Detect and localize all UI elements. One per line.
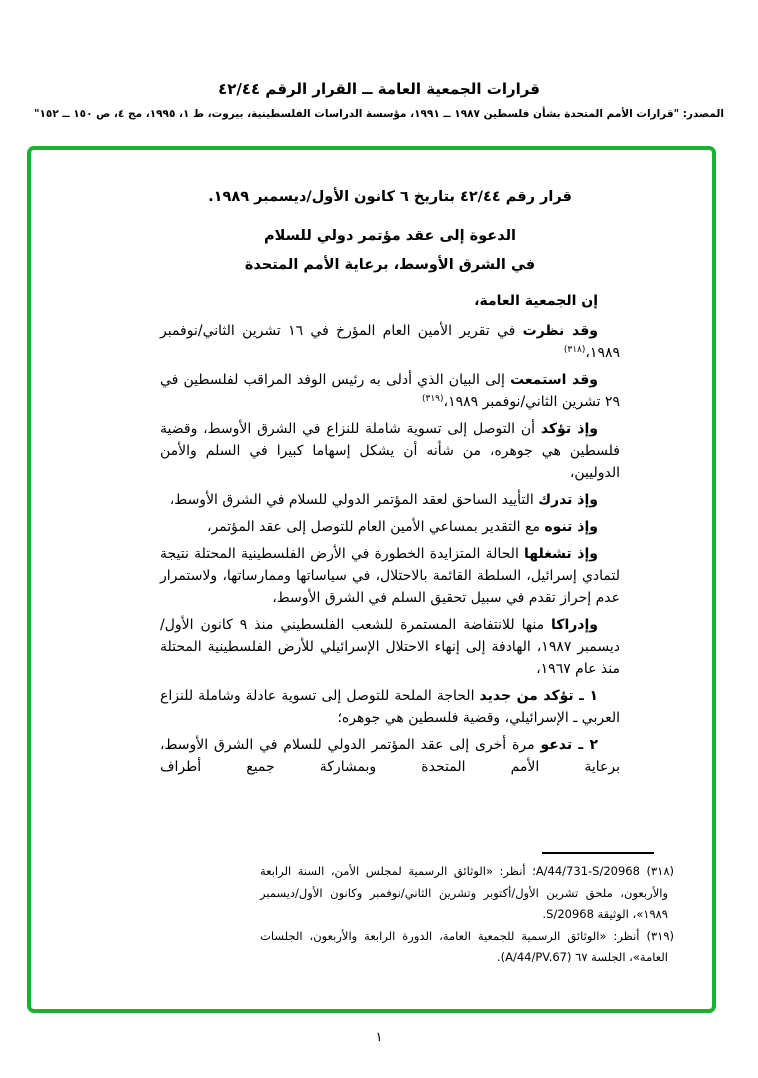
resolution-content	[160, 184, 620, 783]
paragraph-lead: وإذ تنوه	[544, 519, 598, 535]
footnote-marker: (٣١٩)	[646, 928, 674, 943]
footnote-marker: (٣١٨)	[646, 864, 674, 878]
resolution-subtitle	[160, 222, 620, 280]
page-header-title: قرارات الجمعية العامة ــ القرار الرقم ٤٢/٤٤	[218, 80, 540, 98]
paragraph-lead: وإدراكا	[551, 617, 598, 633]
footnotes-list	[260, 861, 674, 969]
paragraph-lead: تؤكد من جديد	[479, 688, 574, 704]
footnote-reference: (٣١٩)	[421, 394, 444, 404]
resolution-opening: إن الجمعية العامة،	[474, 293, 598, 309]
page-number: ١	[375, 1030, 383, 1045]
paragraph-lead: وإذ تدرك	[538, 492, 598, 508]
footnotes-section	[260, 852, 674, 969]
resolution-paragraph: وقد نظرت في تقرير الأمين العام المؤرخ في ١٦ تشرين الثاني/نوفمبر ١٩٨٩،$^{(٣١٨)}$	[160, 323, 620, 361]
paragraph-number: ٢ ـ	[572, 737, 598, 753]
footnote: (٣١٨) A/44/731-S/20968؛ أنظر: «الوثائق الرسمية لمجلس الأمن، السنة الرابعة والأربعون، ملحق تشرين الأول/أكتوبر وتشرين الثاني/نوفمبر وكانون الأول/ديسمبر ١٩٨٩»، الوثيقة S/20968.	[260, 864, 674, 921]
resolution-subtitle-line-2: في الشرق الأوسط، برعاية الأمم المتحدة	[244, 257, 536, 273]
footnote-reference: (٣١٨)	[563, 345, 586, 355]
resolution-paragraph: ١ ـ تؤكد من جديد الحاجة الملحة للتوصل إلى تسوية عادلة وشاملة للنزاع العربي ـ الإسرائيلي، وقضية فلسطين هي جوهره؛	[160, 688, 620, 726]
paragraph-lead: وقد نظرت	[522, 323, 598, 339]
resolution-paragraph: وإذ تنوه مع التقدير بمساعي الأمين العام للتوصل إلى عقد المؤتمر،	[206, 519, 598, 535]
resolution-paragraph: وقد استمعت إلى البيان الذي أدلى به رئيس الوفد المراقب لفلسطين في ٢٩ تشرين الثاني/نوفمبر ١٩٨٩،$^{(٣١٩)}$	[160, 372, 620, 410]
paragraph-lead: تدعو	[540, 737, 573, 753]
resolution-body	[160, 320, 620, 778]
resolution-box	[27, 146, 716, 1013]
footnote: (٣١٩) أنظر: «الوثائق الرسمية للجمعية العامة، الدورة الرابعة والأربعون، الجلسات العامة»، الجلسة ٦٧ (A/44/PV.67).	[260, 928, 674, 964]
resolution-paragraph: وإذ تشغلها الحالة المتزايدة الخطورة في الأرض الفلسطينية المحتلة نتيجة لتمادي إسرائيل، السلطة القائمة بالاحتلال، في سياساتها وممارساتها، ولاستمرار عدم إحراز تقدم في سبيل تحقيق السلم في الشرق الأوسط،	[160, 546, 620, 606]
paragraph-lead: وإذ تؤكد	[540, 421, 598, 437]
paragraph-lead: وقد استمعت	[510, 372, 598, 388]
source-citation-line: المصدر: "قرارات الأمم المتحدة بشأن فلسطين ١٩٨٧ ــ ١٩٩١، مؤسسة الدراسات الفلسطينية، بيروت، ط ١، ١٩٩٥، مج ٤، ص ١٥٠ ــ ١٥٢"	[34, 108, 724, 120]
resolution-title: قرار رقم ٤٢/٤٤ بتاريخ ٦ كانون الأول/ديسمبر ١٩٨٩.	[208, 189, 572, 205]
resolution-paragraph: وإذ تدرك التأييد الساحق لعقد المؤتمر الدولي للسلام في الشرق الأوسط،	[169, 492, 598, 508]
resolution-paragraph: وإذ تؤكد أن التوصل إلى تسوية شاملة للنزاع في الشرق الأوسط، وقضية فلسطين هي جوهره، من شأنه أن يشكل إسهاما كبيرا في السلم والأمن الدوليين،	[160, 421, 620, 481]
paragraph-lead: وإذ تشغلها	[524, 546, 598, 562]
paragraph-number: ١ ـ	[573, 688, 598, 704]
footnote-separator	[542, 852, 654, 854]
resolution-paragraph: ٢ ـ تدعو مرة أخرى إلى عقد المؤتمر الدولي للسلام في الشرق الأوسط، برعاية الأمم المتحدة وبمشاركة جميع أطراف	[160, 737, 620, 775]
resolution-paragraph: وإدراكا منها للانتفاضة المستمرة للشعب الفلسطيني منذ ٩ كانون الأول/ديسمبر ١٩٨٧، الهادفة إلى إنهاء الاحتلال الإسرائيلي للأرض الفلسطينية المحتلة منذ عام ١٩٦٧،	[160, 617, 620, 677]
resolution-subtitle-line-1: الدعوة إلى عقد مؤتمر دولي للسلام	[264, 228, 516, 244]
